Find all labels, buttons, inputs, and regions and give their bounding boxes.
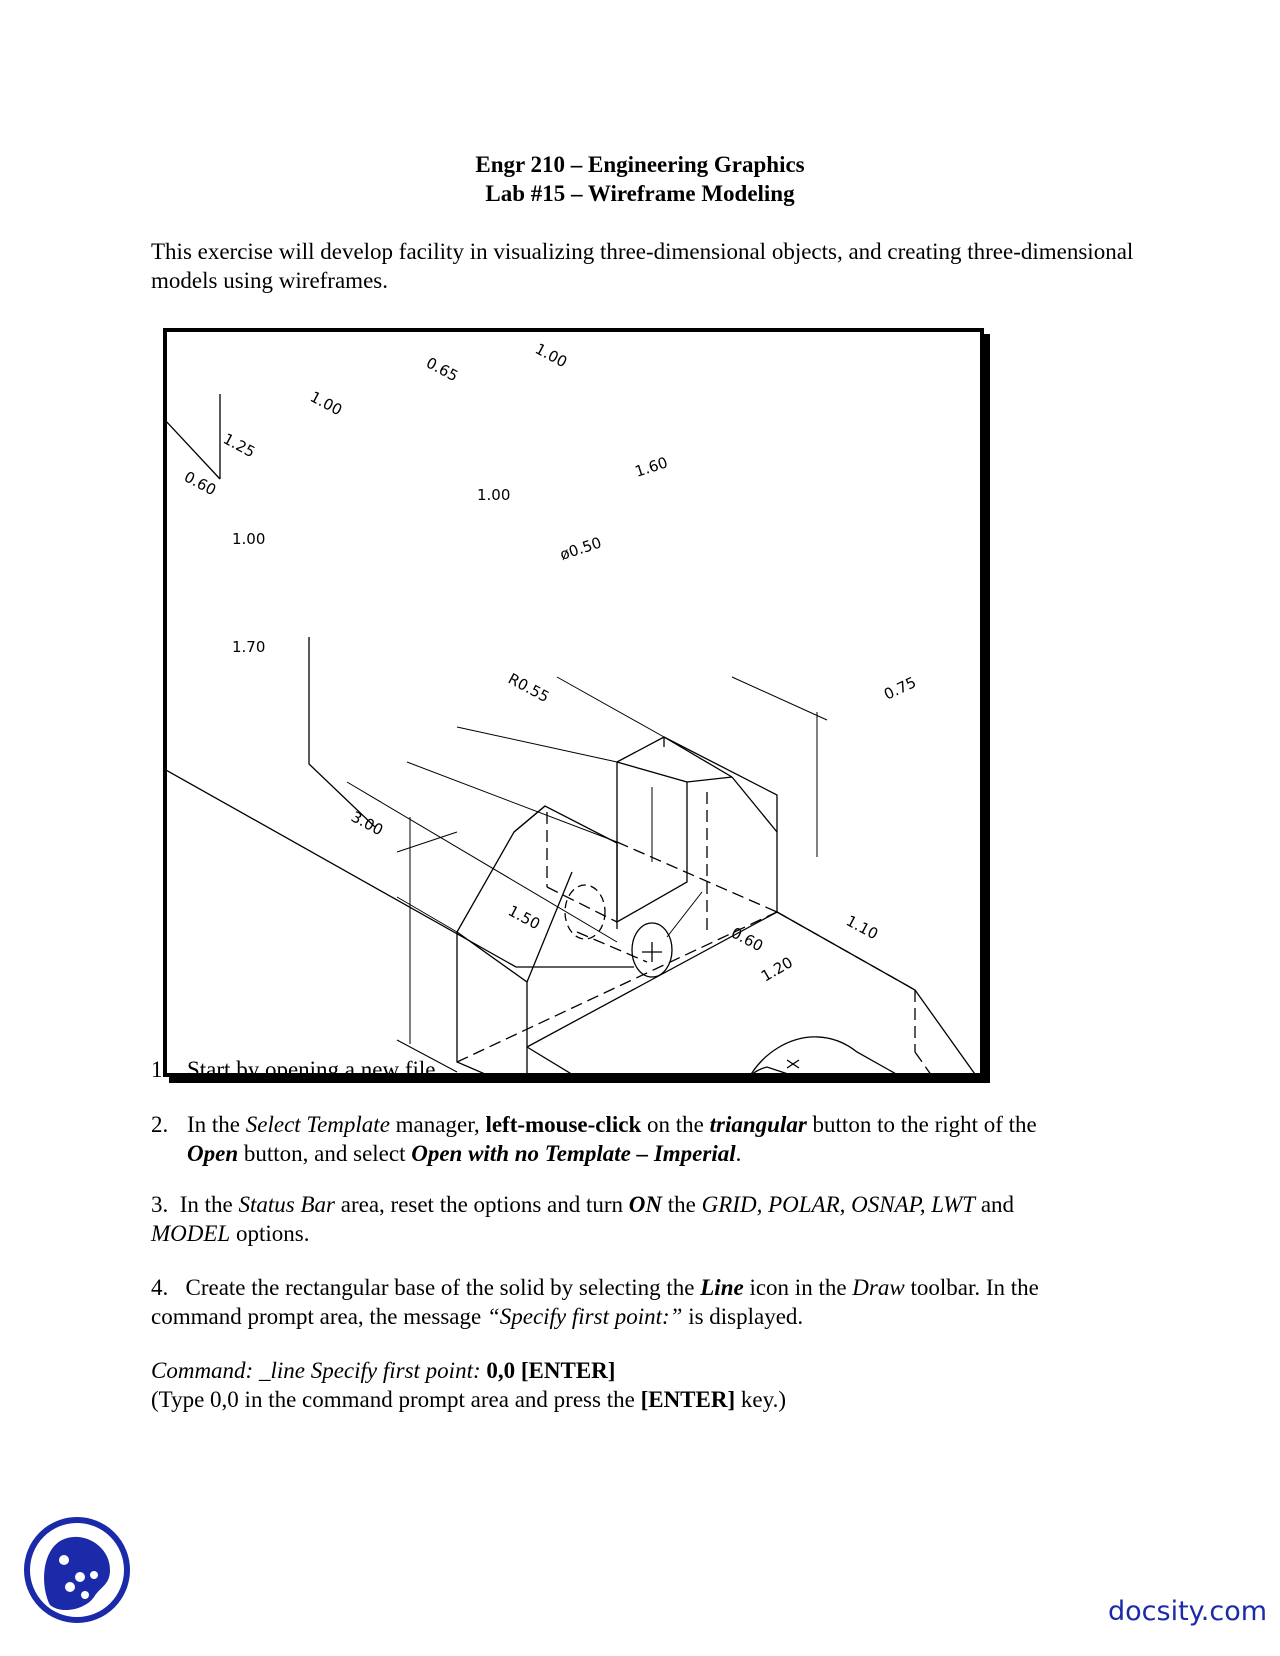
dim-1-00-b: 1.00 <box>532 339 571 372</box>
step-1-text: Start by opening a new file. <box>187 1057 442 1082</box>
dim-0-60-a: 0.60 <box>181 467 220 500</box>
dim-1-00-a: 1.00 <box>307 387 346 420</box>
dim-diameter-0-50: ø0.50 <box>557 533 604 564</box>
isometric-drawing <box>167 332 980 1073</box>
command-note: (Type 0,0 in the command prompt area and press the [ENTER] key.) <box>151 1387 786 1412</box>
step-1-number: 1. <box>151 1057 169 1082</box>
docsity-brand-link[interactable]: docsity.com <box>1108 1596 1268 1627</box>
lab-title: Lab #15 – Wireframe Modeling <box>485 181 795 206</box>
dim-1-25: 1.25 <box>220 429 259 462</box>
dim-3-00: 3.00 <box>348 807 387 840</box>
dim-0-65: 0.65 <box>423 353 462 386</box>
dim-1-20: 1.20 <box>758 953 796 986</box>
step-1 <box>151 1055 1141 1084</box>
docsity-logo-icon <box>22 1515 132 1630</box>
dim-0-75: 0.75 <box>881 673 919 704</box>
intro-paragraph: This exercise will develop facility in visualizing three-dimensional objects, and creating three-dimensional models using wireframes. <box>151 239 1134 293</box>
step-2: 2. In the Select Template manager, left-mouse-click on the triangular button to the right of the Open button, and select Open with no Template – Imperial. <box>151 1112 1037 1166</box>
command-prompt: Command: _line Specify first point: <box>151 1358 481 1383</box>
dim-1-00-c: 1.00 <box>232 530 266 548</box>
dim-1-60: 1.60 <box>632 453 671 481</box>
step-4: 4. Create the rectangular base of the solid by selecting the Line icon in the Draw toolbar. In the command prompt area, the message “Specify first point:” is displayed. <box>151 1275 1039 1329</box>
dim-1-00-d: 1.00 <box>477 486 511 504</box>
course-title: Engr 210 – Engineering Graphics <box>475 152 805 177</box>
command-value: 0,0 [ENTER] <box>486 1358 616 1383</box>
dim-0-60-b: 0.60 <box>728 923 767 956</box>
dim-1-10: 1.10 <box>843 911 882 944</box>
command-example <box>151 1356 1141 1414</box>
step-3: 3. In the Status Bar area, reset the options and turn ON the GRID, POLAR, OSNAP, LWT and MODEL options. <box>151 1192 1015 1246</box>
wireframe-drawing-figure <box>163 328 984 1077</box>
step-2-number: 2. <box>151 1112 169 1137</box>
dim-radius-0-55: R0.55 <box>505 669 553 707</box>
dim-1-50: 1.50 <box>505 901 544 934</box>
base-outline <box>167 404 634 967</box>
dim-1-70: 1.70 <box>232 638 266 656</box>
